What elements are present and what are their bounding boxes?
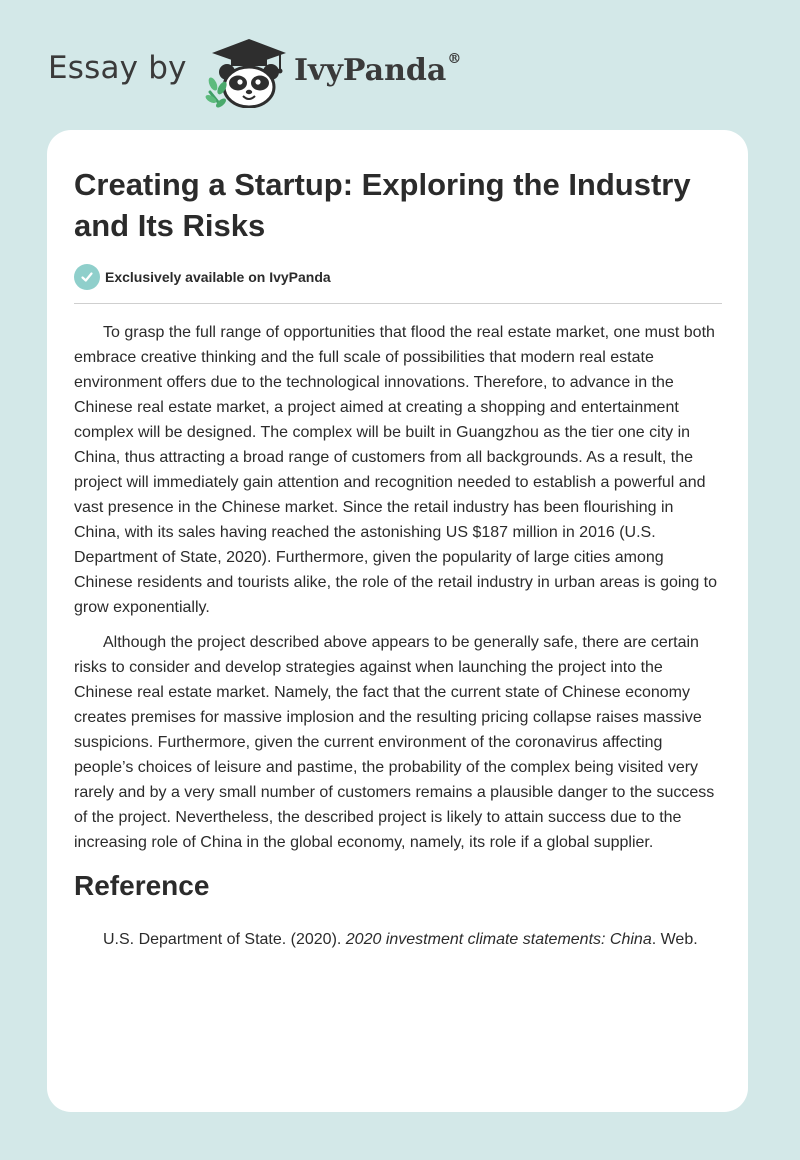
reference-heading: Reference — [74, 870, 210, 901]
exclusive-badge — [74, 264, 331, 290]
reference-title: 2020 investment climate statements: China — [345, 931, 652, 948]
check-circle-icon — [74, 264, 100, 290]
page-title: Creating a Startup: Exploring the Industry and Its Risks — [74, 167, 691, 243]
reference-suffix: . Web. — [651, 931, 698, 948]
essay-body — [74, 320, 724, 952]
paragraph: Although the project described above appears to be generally safe, there are certain risks to consider and develop strategies against when launching the project into the Chinese real estate market. Namely, the fact that the current state of Chinese economy creates premises for massive implosion and the resulting pricing collapse raises massive suspicions. Furthermore, given the current environment of the coronavirus affecting people’s choices of leisure and pastime, the probability of the complex being visited very rarely and by a very small number of customers remains a plausible danger to the success of the project. Nevertheless, the described project is likely to attain success due to the increasing role of China in the global economy, namely, its role if a global supplier. — [74, 634, 715, 851]
brand-prefix: Essay by — [48, 50, 187, 86]
essay-card — [47, 130, 748, 1112]
registered-mark: ® — [447, 51, 462, 67]
divider — [74, 303, 722, 304]
paragraph: To grasp the full range of opportunities that flood the real estate market, one must both embrace creative thinking and the full scale of possibilities that modern real estate environment offers due to the technological innovations. Therefore, to advance in the Chinese real estate market, a project aimed at creating a shopping and entertainment complex will be designed. The complex will be built in Guangzhou as the tier one city in China, thus attracting a broad range of customers from all backgrounds. As a result, the project will immediately gain attention and recognition needed to establish a powerful and vast presence in the Chinese market. Since the retail industry has been flourishing in China, with its sales having reached the astonishing US $187 million in 2016 (U.S. Department of State, 2020). Furthermore, given the popularity of large cities among Chinese residents and tourists alike, the role of the retail industry in urban areas is going to grow exponentially. — [74, 324, 718, 616]
exclusive-badge-label: Exclusively available on IvyPanda — [105, 269, 331, 285]
brand-name: IvyPanda® — [294, 51, 462, 88]
site-brand[interactable] — [48, 36, 468, 108]
reference-entry — [74, 927, 724, 952]
reference-authors: U.S. Department of State. (2020). — [103, 931, 346, 948]
panda-graduate-logo-icon — [204, 36, 294, 108]
